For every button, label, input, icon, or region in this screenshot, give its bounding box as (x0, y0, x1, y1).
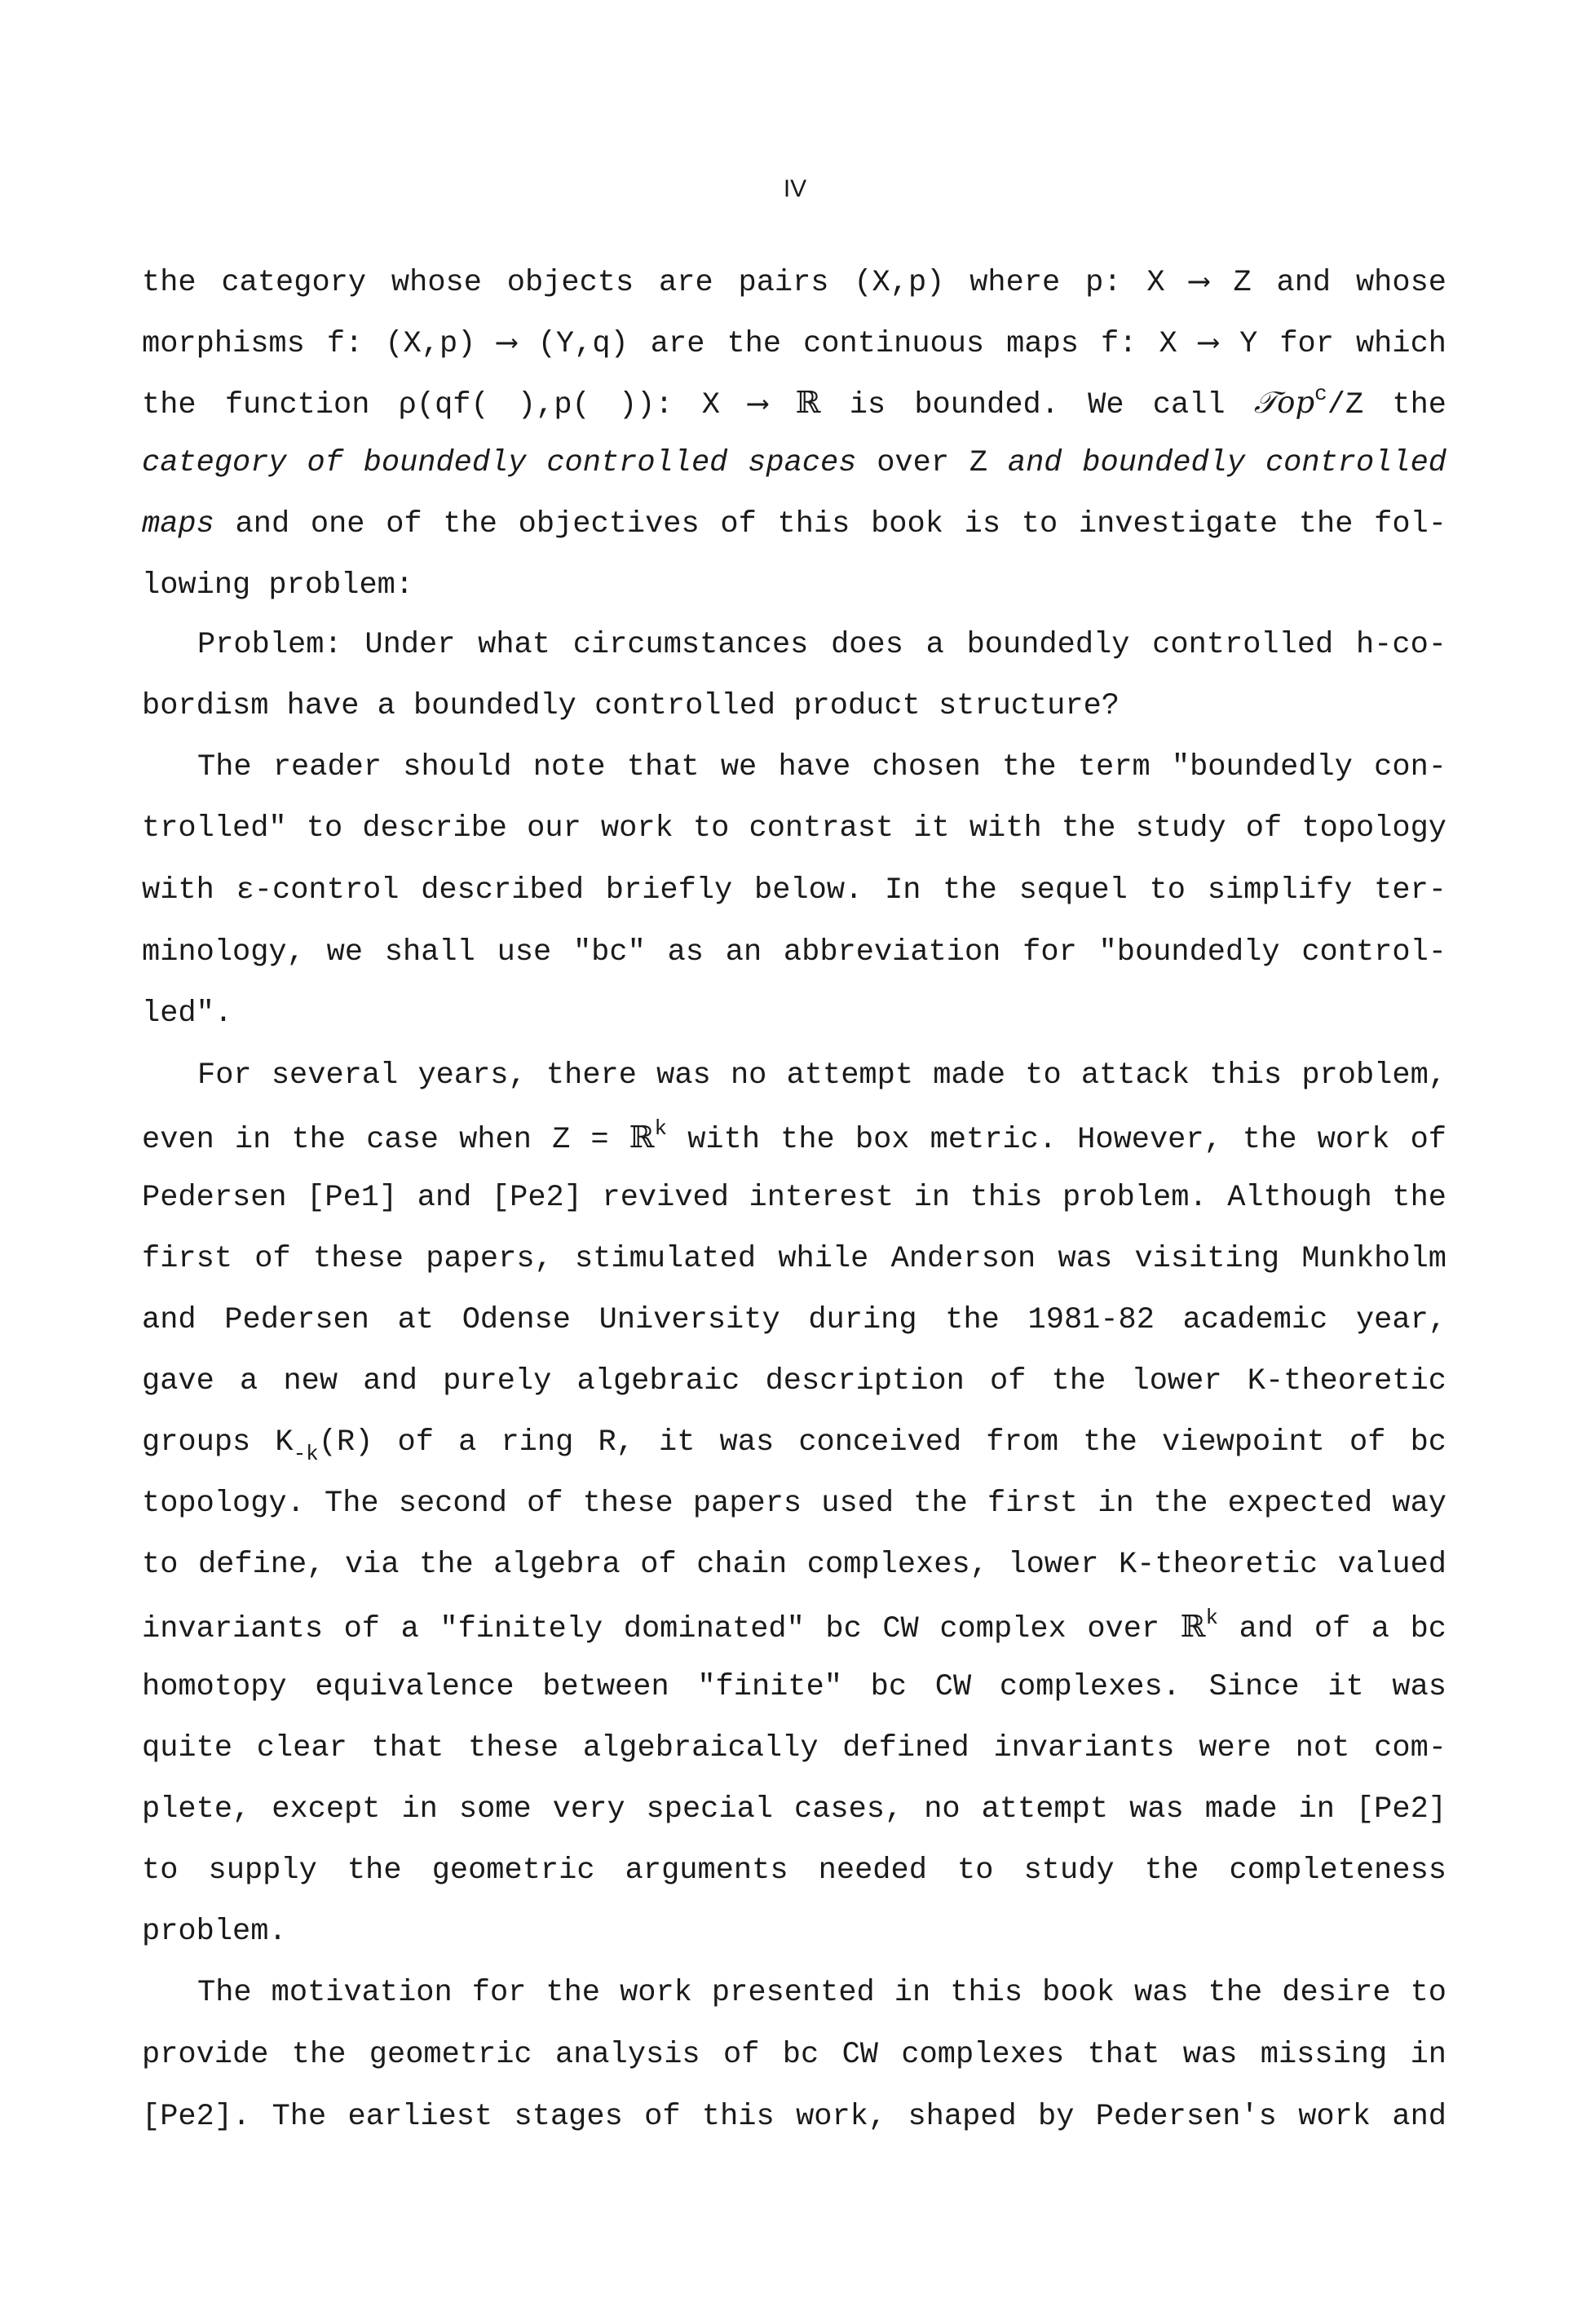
text-line: groups $K_{-k}(R)$ of a ring R, it was conceived from the viewpoint of bc (142, 1425, 1446, 1466)
text-line: trolled" to describe our work to contrast it with the study of topology (142, 811, 1446, 846)
script-top: 𝒯op (1253, 385, 1315, 420)
italic-phrase: maps (142, 507, 214, 541)
text-line: to supply the geometric arguments needed to study the completeness (142, 1853, 1446, 1888)
text-line: maps and one of the objectives of this book is to investigate the fol- (142, 507, 1446, 541)
blackboard-r: ℝ (795, 385, 821, 420)
text-line: problem. (142, 1915, 287, 1949)
text-line: to define, via the algebra of chain complexes, lower K-theoretic valued (142, 1548, 1446, 1582)
text-line: plete, except in some very special cases, no attempt was made in [Pe2] (142, 1792, 1446, 1827)
text-line: morphisms f: (X,p) ⟶ (Y,q) are the continuous maps f: X ⟶ Y for which (142, 327, 1446, 361)
text-line: minology, we shall use "bc" as an abbreviation for "boundedly control- (142, 935, 1446, 970)
italic-phrase: and boundedly controlled (1007, 446, 1446, 480)
text-line: Problem: Under what circumstances does a boundedly controlled h-co- (197, 628, 1446, 662)
text-line: homotopy equivalence between "finite" bc CW complexes. Since it was (142, 1670, 1446, 1704)
text-line: lowing problem: (142, 568, 414, 603)
blackboard-r: ℝ (629, 1120, 655, 1155)
page-number: IV (783, 175, 807, 202)
text-line: with ε-control described briefly below. In the sequel to simplify ter- (142, 873, 1446, 908)
text-line: the function ρ(qf( ),p( )): X ⟶ ℝ is bounded. We call 𝒯op$^c$/Z the (142, 382, 1447, 422)
text-line: category of boundedly controlled spaces over Z and boundedly controlled (142, 446, 1446, 480)
text-line: [Pe2]. The earliest stages of this work, shaped by Pedersen's work and (142, 2100, 1446, 2134)
italic-phrase: category of boundedly controlled spaces (142, 446, 857, 480)
text-line: first of these papers, stimulated while Anderson was visiting Munkholm (142, 1242, 1446, 1276)
text-line: Pedersen [Pe1] and [Pe2] revived interest in this problem. Although the (142, 1181, 1446, 1215)
text-line: For several years, there was no attempt made to attack this problem, (197, 1058, 1446, 1093)
text-line: bordism have a boundedly controlled product structure? (142, 689, 1120, 723)
text-line: provide the geometric analysis of bc CW complexes that was missing in (142, 2038, 1446, 2072)
text-line: the category whose objects are pairs (X,p) where p: X ⟶ Z and whose (142, 266, 1446, 300)
text-line: gave a new and purely algebraic description of the lower K-theoretic (142, 1364, 1446, 1398)
text-line: The reader should note that we have chosen the term "boundedly con- (197, 750, 1446, 784)
text-line: quite clear that these algebraically defined invariants were not com- (142, 1731, 1446, 1765)
text-line: even in the case when Z = ℝ$^k$ with the box metric. However, the work of (142, 1116, 1446, 1157)
text-line: led". (142, 996, 233, 1031)
text-line: and Pedersen at Odense University during the 1981-82 academic year, (142, 1303, 1446, 1337)
text-line: invariants of a "finitely dominated" bc CW complex over ℝ$^k$ and of a bc (142, 1606, 1446, 1646)
text-line: The motivation for the work presented in this book was the desire to (197, 1976, 1446, 2010)
blackboard-r: ℝ (1180, 1609, 1206, 1644)
text-line: topology. The second of these papers used the first in the expected way (142, 1487, 1446, 1521)
